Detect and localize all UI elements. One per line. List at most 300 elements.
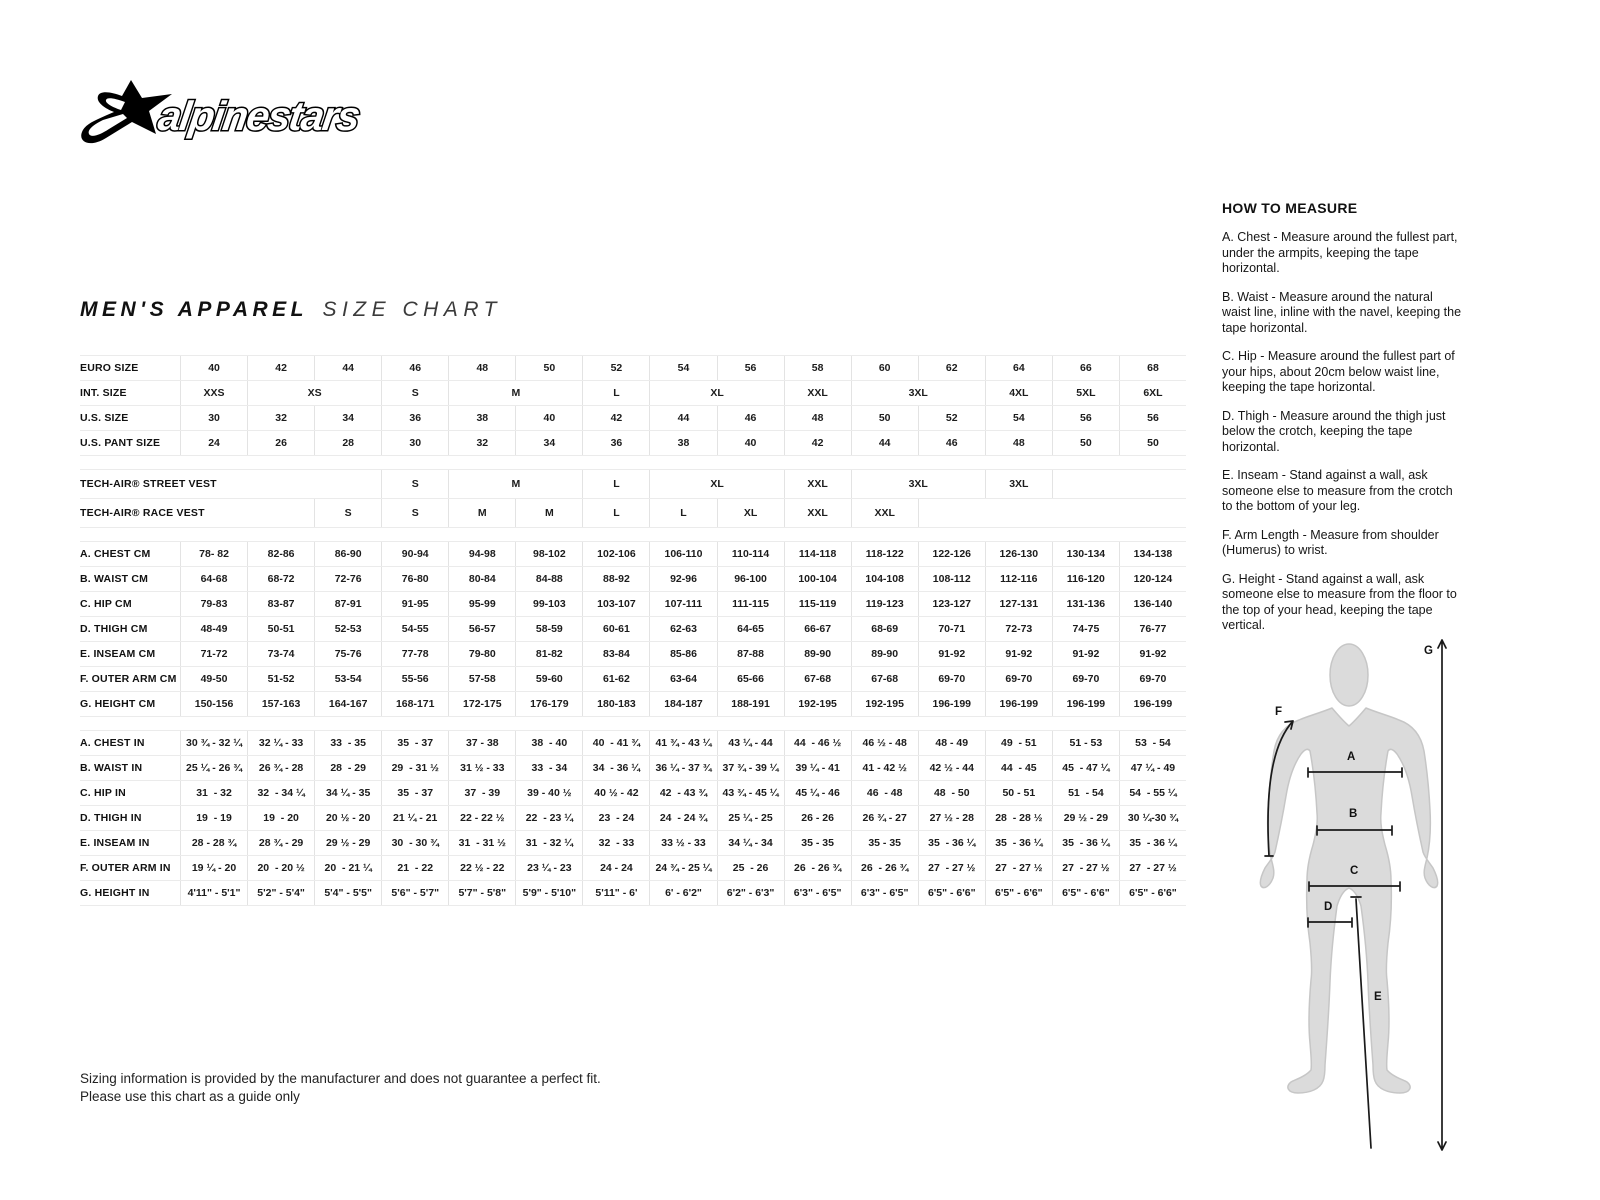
- size-cell: 68: [1119, 356, 1186, 380]
- size-cell: 30: [381, 431, 448, 455]
- inseam-label: E: [1374, 991, 1382, 1003]
- size-cell: 172-175: [448, 692, 515, 716]
- size-cell: 26 ¾ - 27: [851, 806, 918, 830]
- row-label: F. OUTER ARM CM: [80, 672, 177, 685]
- size-cell: 50: [515, 356, 582, 380]
- size-cell: 5'4" - 5'5": [314, 881, 381, 905]
- size-cell: 69-70: [1052, 667, 1119, 691]
- size-cell: 27 - 27 ½: [1119, 856, 1186, 880]
- row-label: U.S. SIZE: [80, 411, 129, 424]
- size-cell: 35 - 35: [784, 831, 851, 855]
- size-cell: 26 - 26: [784, 806, 851, 830]
- row-label: G. HEIGHT CM: [80, 697, 156, 710]
- size-cell: 123-127: [918, 592, 985, 616]
- size-cell: 91-92: [1052, 642, 1119, 666]
- row-label: E. INSEAM IN: [80, 836, 150, 849]
- row-label: EURO SIZE: [80, 361, 139, 374]
- size-cell: 3XL: [851, 381, 985, 405]
- size-cell: 25 ¼ - 25: [717, 806, 784, 830]
- size-cell: 6'5" - 6'6": [1052, 881, 1119, 905]
- arm-length-label: F: [1275, 706, 1283, 718]
- size-cell: 59-60: [515, 667, 582, 691]
- measure-instruction: F. Arm Length - Measure from shoulder (Humerus) to wrist.: [1222, 527, 1439, 557]
- size-cell: 100-104: [784, 567, 851, 591]
- size-cell: 28 ¾ - 29: [247, 831, 314, 855]
- size-cell: 35 - 37: [381, 781, 448, 805]
- size-cell: S: [381, 470, 448, 498]
- table-row: [80, 730, 1186, 756]
- table-row: [80, 381, 1186, 406]
- size-cell: 26: [247, 431, 314, 455]
- size-cell: 35 - 36 ¼: [918, 831, 985, 855]
- size-cell: 72-73: [985, 617, 1052, 641]
- size-cell: 41 ¾ - 43 ¼: [649, 731, 716, 755]
- size-cell: 196-199: [1052, 692, 1119, 716]
- size-cell: 180-183: [582, 692, 649, 716]
- size-cell: 67-68: [851, 667, 918, 691]
- size-cell: 34: [515, 431, 582, 455]
- size-cell: 54 - 55 ¼: [1119, 781, 1186, 805]
- size-cell: 42: [247, 356, 314, 380]
- table-row: [80, 406, 1186, 431]
- size-cell: 44 - 45: [985, 756, 1052, 780]
- size-cell: 73-74: [247, 642, 314, 666]
- size-cell: 69-70: [918, 667, 985, 691]
- size-cell: 78- 82: [180, 542, 247, 566]
- size-cell: 69-70: [985, 667, 1052, 691]
- size-cell: 42: [784, 431, 851, 455]
- size-cell: 46 ½ - 48: [851, 731, 918, 755]
- size-cell: XS: [247, 381, 381, 405]
- size-cell: 30 - 30 ¾: [381, 831, 448, 855]
- size-cell: 30: [180, 406, 247, 430]
- size-cell: 56: [1052, 406, 1119, 430]
- size-cell: 6'5" - 6'6": [918, 881, 985, 905]
- row-label: A. CHEST CM: [80, 547, 151, 560]
- size-cell: 39 ¼ - 41: [784, 756, 851, 780]
- size-cell: 20 - 20 ½: [247, 856, 314, 880]
- size-cell: 184-187: [649, 692, 716, 716]
- size-cell: 164-167: [314, 692, 381, 716]
- size-cell: 74-75: [1052, 617, 1119, 641]
- size-cell: 5'9" - 5'10": [515, 881, 582, 905]
- size-cell: 104-108: [851, 567, 918, 591]
- size-cell: 39 - 40 ½: [515, 781, 582, 805]
- size-cell: XXL: [784, 499, 851, 527]
- size-cell: 5XL: [1052, 381, 1119, 405]
- size-cell: 107-111: [649, 592, 716, 616]
- size-cell: 58-59: [515, 617, 582, 641]
- table-row: [80, 541, 1186, 567]
- size-cell: 34: [314, 406, 381, 430]
- size-cell: 75-76: [314, 642, 381, 666]
- footer-line-2: Please use this chart as a guide only: [80, 1089, 300, 1105]
- size-cell: 38: [649, 431, 716, 455]
- size-cell: S: [381, 499, 448, 527]
- size-cell: M: [448, 381, 582, 405]
- size-cell: 95-99: [448, 592, 515, 616]
- size-cell: 20 ½ - 20: [314, 806, 381, 830]
- size-cell: 33 ½ - 33: [649, 831, 716, 855]
- size-cell: 58: [784, 356, 851, 380]
- size-cell: M: [515, 499, 582, 527]
- size-cell: 192-195: [784, 692, 851, 716]
- size-cell: 36: [582, 431, 649, 455]
- size-table: [80, 355, 1186, 906]
- size-cell: 42 - 43 ¾: [649, 781, 716, 805]
- size-cell: 52-53: [314, 617, 381, 641]
- measure-instruction: A. Chest - Measure around the fullest part, under the armpits, keeping the tape horizontal.: [1222, 230, 1458, 275]
- size-cell: 77-78: [381, 642, 448, 666]
- size-cell: 35 - 35: [851, 831, 918, 855]
- size-cell: 6'2" - 6'3": [717, 881, 784, 905]
- size-cell: M: [448, 499, 515, 527]
- size-cell: 33 - 34: [515, 756, 582, 780]
- size-cell: 118-122: [851, 542, 918, 566]
- table-row: [80, 667, 1186, 692]
- size-cell: 49 - 51: [985, 731, 1052, 755]
- size-cell: 196-199: [1119, 692, 1186, 716]
- size-cell: 40: [180, 356, 247, 380]
- size-cell: 41 - 42 ½: [851, 756, 918, 780]
- size-cell: 35 - 36 ¼: [1119, 831, 1186, 855]
- size-cell: 50: [1052, 431, 1119, 455]
- size-cell: 61-62: [582, 667, 649, 691]
- size-cell: 32 - 34 ¼: [247, 781, 314, 805]
- size-cell: 21 ¼ - 21: [381, 806, 448, 830]
- size-cell: 67-68: [784, 667, 851, 691]
- size-cell: 5'6" - 5'7": [381, 881, 448, 905]
- size-cell: 66: [1052, 356, 1119, 380]
- body-measurement-diagram: [1228, 618, 1460, 1184]
- size-cell: 5'7" - 5'8": [448, 881, 515, 905]
- size-cell: 122-126: [918, 542, 985, 566]
- size-cell: 70-71: [918, 617, 985, 641]
- table-row: [80, 856, 1186, 881]
- size-cell: 64-65: [717, 617, 784, 641]
- size-cell: 43 ¾ - 45 ¼: [717, 781, 784, 805]
- size-cell: 24: [180, 431, 247, 455]
- size-cell: XXL: [784, 470, 851, 498]
- size-cell: 64-68: [180, 567, 247, 591]
- size-cell: 22 ½ - 22: [448, 856, 515, 880]
- size-cell: 60: [851, 356, 918, 380]
- size-cell: 6'5" - 6'6": [1119, 881, 1186, 905]
- size-cell: M: [448, 470, 582, 498]
- size-cell: 44: [314, 356, 381, 380]
- size-cell: 6'3" - 6'5": [784, 881, 851, 905]
- size-cell: 28 - 29: [314, 756, 381, 780]
- row-label: B. WAIST IN: [80, 761, 143, 774]
- footer-disclaimer: [80, 1070, 601, 1106]
- table-row: [80, 431, 1186, 456]
- how-to-measure-panel: [1222, 200, 1464, 647]
- size-cell: 27 - 27 ½: [918, 856, 985, 880]
- size-cell: 31 - 31 ½: [448, 831, 515, 855]
- size-cell: 89-90: [851, 642, 918, 666]
- size-cell: 38 - 40: [515, 731, 582, 755]
- size-cell: 32: [448, 431, 515, 455]
- size-cell: 44 - 46 ½: [784, 731, 851, 755]
- size-cell: 35 - 37: [381, 731, 448, 755]
- size-cell: 83-84: [582, 642, 649, 666]
- size-cell: 92-96: [649, 567, 716, 591]
- size-cell: 35 - 36 ¼: [985, 831, 1052, 855]
- size-cell: L: [649, 499, 716, 527]
- alpinestars-logo-text: alpinestars: [155, 93, 362, 139]
- row-label: C. HIP CM: [80, 597, 132, 610]
- size-cell: 29 ½ - 29: [1052, 806, 1119, 830]
- size-cell: 56: [717, 356, 784, 380]
- size-cell: 65-66: [717, 667, 784, 691]
- size-cell: 79-83: [180, 592, 247, 616]
- size-cell: 82-86: [247, 542, 314, 566]
- size-cell: 20 - 21 ¼: [314, 856, 381, 880]
- size-cell: 69-70: [1119, 667, 1186, 691]
- size-cell: 21 - 22: [381, 856, 448, 880]
- size-cell: 110-114: [717, 542, 784, 566]
- size-cell: 36: [381, 406, 448, 430]
- size-cell: 24 ¾ - 25 ¼: [649, 856, 716, 880]
- thigh-label: D: [1324, 901, 1333, 913]
- size-cell: 19 ¼ - 20: [180, 856, 247, 880]
- size-cell: 32: [247, 406, 314, 430]
- size-cell: 45 - 47 ¼: [1052, 756, 1119, 780]
- size-cell: 40: [717, 431, 784, 455]
- size-cell: 3XL: [851, 470, 985, 498]
- measure-instruction: B. Waist - Measure around the natural waist line, inline with the navel, keeping the tape horizontal.: [1222, 289, 1462, 335]
- row-label: E. INSEAM CM: [80, 647, 156, 660]
- size-cell: 76-77: [1119, 617, 1186, 641]
- size-cell: 63-64: [649, 667, 716, 691]
- table-row: [80, 355, 1186, 381]
- size-cell: 34 - 36 ¼: [582, 756, 649, 780]
- size-cell: 23 ¼ - 23: [515, 856, 582, 880]
- size-cell: 76-80: [381, 567, 448, 591]
- size-cell: 40: [515, 406, 582, 430]
- figure-body-silhouette: [1260, 708, 1437, 1093]
- size-cell: 48: [448, 356, 515, 380]
- waist-label: B: [1349, 808, 1358, 820]
- row-label: D. THIGH CM: [80, 622, 148, 635]
- size-cell: XL: [717, 499, 784, 527]
- size-cell: 32 ¼ - 33: [247, 731, 314, 755]
- size-cell: 34 ¼ - 34: [717, 831, 784, 855]
- size-cell: 24 - 24: [582, 856, 649, 880]
- page-title: [80, 298, 502, 322]
- size-cell: 30 ¾ - 32 ¼: [180, 731, 247, 755]
- size-cell: L: [582, 499, 649, 527]
- measure-instruction: E. Inseam - Stand against a wall, ask someone else to measure from the crotch to the bottom of your leg.: [1222, 468, 1453, 513]
- size-cell: 91-92: [985, 642, 1052, 666]
- size-cell: 5'11" - 6': [582, 881, 649, 905]
- size-cell: 29 - 31 ½: [381, 756, 448, 780]
- size-cell: 26 - 26 ¾: [851, 856, 918, 880]
- size-cell: 19 - 19: [180, 806, 247, 830]
- size-cell: XL: [649, 470, 783, 498]
- chest-label: A: [1347, 751, 1356, 763]
- size-cell: 51 - 54: [1052, 781, 1119, 805]
- size-cell: 112-116: [985, 567, 1052, 591]
- size-cell: 26 - 26 ¾: [784, 856, 851, 880]
- size-cell: 120-124: [1119, 567, 1186, 591]
- size-cell: 86-90: [314, 542, 381, 566]
- size-cell: 48 - 50: [918, 781, 985, 805]
- size-cell: XXL: [851, 499, 918, 527]
- size-cell: 79-80: [448, 642, 515, 666]
- size-cell: 37 ¾ - 39 ¼: [717, 756, 784, 780]
- size-cell: 23 - 24: [582, 806, 649, 830]
- size-cell: 196-199: [985, 692, 1052, 716]
- size-cell: 99-103: [515, 592, 582, 616]
- size-cell: 89-90: [784, 642, 851, 666]
- table-row: [80, 881, 1186, 906]
- size-cell: 28 - 28 ½: [985, 806, 1052, 830]
- size-cell: 53 - 54: [1119, 731, 1186, 755]
- height-measure-line: [1438, 640, 1446, 1150]
- size-cell: S: [314, 499, 381, 527]
- alpinestars-logo: [76, 78, 366, 162]
- size-cell: 54: [985, 406, 1052, 430]
- size-cell: 116-120: [1052, 567, 1119, 591]
- size-cell: 87-91: [314, 592, 381, 616]
- size-cell: 27 - 27 ½: [985, 856, 1052, 880]
- size-cell: 52: [582, 356, 649, 380]
- figure-head: [1330, 644, 1368, 706]
- size-cell: 28 - 28 ¾: [180, 831, 247, 855]
- size-cell: 94-98: [448, 542, 515, 566]
- alpinestars-logo-graphic: [76, 78, 366, 162]
- size-cell: XXS: [180, 381, 247, 405]
- size-cell: 5'2" - 5'4": [247, 881, 314, 905]
- size-cell: 126-130: [985, 542, 1052, 566]
- row-label: INT. SIZE: [80, 386, 127, 399]
- size-cell: 91-92: [918, 642, 985, 666]
- size-cell: 32 - 33: [582, 831, 649, 855]
- size-cell: 31 - 32 ¼: [515, 831, 582, 855]
- size-cell: 150-156: [180, 692, 247, 716]
- size-cell: 6' - 6'2": [649, 881, 716, 905]
- size-cell: 22 - 22 ½: [448, 806, 515, 830]
- size-cell: 85-86: [649, 642, 716, 666]
- size-cell: 130-134: [1052, 542, 1119, 566]
- size-cell: 6XL: [1119, 381, 1186, 405]
- size-cell: 24 - 24 ¾: [649, 806, 716, 830]
- size-cell: 37 - 39: [448, 781, 515, 805]
- size-cell: 88-92: [582, 567, 649, 591]
- measure-instruction: G. Height - Stand against a wall, ask someone else to measure from the floor to the top of your head, keeping the tape vertical.: [1222, 571, 1457, 632]
- size-cell: 188-191: [717, 692, 784, 716]
- size-cell: 50: [1119, 431, 1186, 455]
- size-cell: 25 - 26: [717, 856, 784, 880]
- size-cell: 46: [918, 431, 985, 455]
- size-cell: 38: [448, 406, 515, 430]
- size-cell: 31 - 32: [180, 781, 247, 805]
- row-label: F. OUTER ARM IN: [80, 861, 171, 874]
- size-cell: 72-76: [314, 567, 381, 591]
- row-label: A. CHEST IN: [80, 736, 145, 749]
- size-cell: 26 ¾ - 28: [247, 756, 314, 780]
- table-row: [80, 781, 1186, 806]
- size-cell: 30 ¼-30 ¾: [1119, 806, 1186, 830]
- size-cell: 46: [381, 356, 448, 380]
- table-row: [80, 469, 1186, 499]
- size-cell: 22 - 23 ¼: [515, 806, 582, 830]
- table-row: [80, 806, 1186, 831]
- size-cell: 44: [851, 431, 918, 455]
- size-cell: 33 - 35: [314, 731, 381, 755]
- size-cell: 157-163: [247, 692, 314, 716]
- size-cell: 91-95: [381, 592, 448, 616]
- size-cell: 168-171: [381, 692, 448, 716]
- size-cell: 90-94: [381, 542, 448, 566]
- row-label: U.S. PANT SIZE: [80, 436, 161, 449]
- size-cell: 27 - 27 ½: [1052, 856, 1119, 880]
- size-cell: 51-52: [247, 667, 314, 691]
- size-cell: 31 ½ - 33: [448, 756, 515, 780]
- size-cell: L: [582, 470, 649, 498]
- row-label: G. HEIGHT IN: [80, 886, 150, 899]
- size-cell: 4'11" - 5'1": [180, 881, 247, 905]
- size-cell: XXL: [784, 381, 851, 405]
- size-cell: 54-55: [381, 617, 448, 641]
- size-cell: 19 - 20: [247, 806, 314, 830]
- size-cell: 51 - 53: [1052, 731, 1119, 755]
- size-cell: 80-84: [448, 567, 515, 591]
- size-cell: 48: [985, 431, 1052, 455]
- body-diagram-svg: [1228, 618, 1460, 1184]
- size-cell: 91-92: [1119, 642, 1186, 666]
- size-cell: 48: [784, 406, 851, 430]
- height-label: G: [1424, 645, 1433, 657]
- size-cell: 98-102: [515, 542, 582, 566]
- size-cell: 108-112: [918, 567, 985, 591]
- size-cell: 42: [582, 406, 649, 430]
- row-label: C. HIP IN: [80, 786, 126, 799]
- empty-cell: [1052, 470, 1186, 498]
- size-cell: 119-123: [851, 592, 918, 616]
- size-cell: 50-51: [247, 617, 314, 641]
- measure-instruction: C. Hip - Measure around the fullest part of your hips, about 20cm below waist line, keeping the tape horizontal.: [1222, 349, 1455, 394]
- size-cell: 42 ½ - 44: [918, 756, 985, 780]
- size-cell: 136-140: [1119, 592, 1186, 616]
- table-row: [80, 617, 1186, 642]
- hip-label: C: [1350, 865, 1359, 877]
- size-cell: 49-50: [180, 667, 247, 691]
- size-cell: 34 ¼ - 35: [314, 781, 381, 805]
- size-cell: 176-179: [515, 692, 582, 716]
- size-cell: 106-110: [649, 542, 716, 566]
- size-cell: 84-88: [515, 567, 582, 591]
- size-cell: 64: [985, 356, 1052, 380]
- row-label: D. THIGH IN: [80, 811, 142, 824]
- size-cell: 6'3" - 6'5": [851, 881, 918, 905]
- size-cell: 37 - 38: [448, 731, 515, 755]
- size-cell: 115-119: [784, 592, 851, 616]
- size-cell: 27 ½ - 28: [918, 806, 985, 830]
- size-cell: 4XL: [985, 381, 1052, 405]
- size-cell: S: [381, 381, 448, 405]
- table-row: [80, 567, 1186, 592]
- size-cell: 54: [649, 356, 716, 380]
- size-cell: 103-107: [582, 592, 649, 616]
- size-cell: 40 ½ - 42: [582, 781, 649, 805]
- how-to-measure-items: [1222, 230, 1464, 634]
- row-label: TECH-AIR® STREET VEST: [80, 477, 217, 490]
- size-cell: 111-115: [717, 592, 784, 616]
- size-cell: 44: [649, 406, 716, 430]
- size-cell: 46 - 48: [851, 781, 918, 805]
